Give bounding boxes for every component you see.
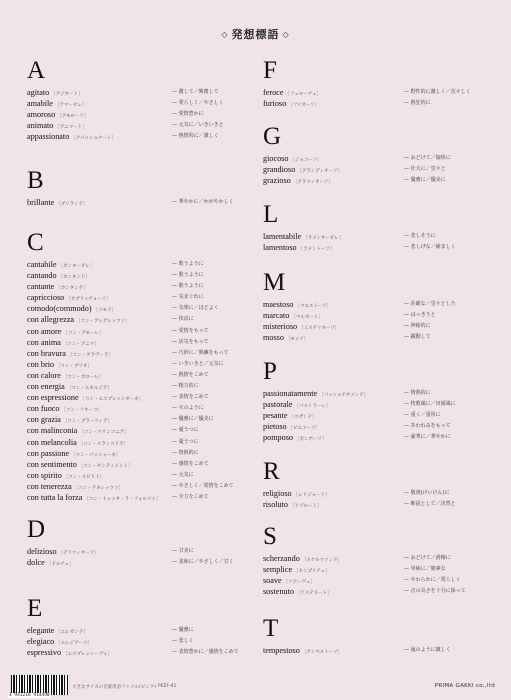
term-meaning: — 表情豊かに／感情をこめて <box>172 649 239 656</box>
term-word: brillante <box>27 198 55 207</box>
section-p <box>263 358 456 444</box>
section-m <box>263 269 456 344</box>
term-word: elegante <box>27 626 55 635</box>
term-row <box>27 648 239 659</box>
term-meaning: — 憂うつに <box>172 427 199 434</box>
term-meaning: — 牧歌風に／田園風に <box>404 401 456 408</box>
term-word: con melancolia <box>27 437 77 447</box>
term-word: elegiaco <box>27 637 55 647</box>
term-row <box>27 326 209 338</box>
term-meaning: — 断固として／決然と <box>404 501 456 508</box>
product-code: PEEF-41 <box>158 684 177 689</box>
term-meaning: — 優雅に <box>172 627 194 633</box>
page-title <box>0 26 511 42</box>
term-row <box>263 322 431 333</box>
diamond-icon: ◇ <box>221 30 229 39</box>
term-word: cantando <box>27 271 57 281</box>
term-reading: ［マルカート］ <box>291 315 323 321</box>
term-reading: ［カンタービレ］ <box>58 264 95 269</box>
term-row <box>27 315 194 326</box>
term-reading: ［ソステヌート］ <box>295 591 332 597</box>
product-name: 大きなサイズの音楽用語ファイル(ピンク) <box>72 685 156 690</box>
term-word: grandioso <box>263 165 296 175</box>
term-reading: ［ブリランテ］ <box>56 202 88 207</box>
term-row <box>27 470 194 482</box>
term-meaning: — 感情をこめて <box>172 460 209 467</box>
term-row <box>27 558 234 569</box>
term-reading: ［カンタンテ］ <box>56 286 88 292</box>
term-reading: ［コン・アニマ］ <box>62 341 99 347</box>
term-reading: ［グラツィオーソ］ <box>292 180 333 186</box>
term-word: risoluto <box>263 500 289 510</box>
term-row <box>263 587 466 598</box>
term-word: delizioso <box>27 547 57 556</box>
term-row <box>27 481 234 493</box>
term-word: soave <box>263 576 282 586</box>
term-word: appassionato <box>27 132 70 142</box>
section-d <box>27 516 234 569</box>
term-meaning: — 歌うように <box>172 272 204 279</box>
term-word: con grazia <box>27 415 61 425</box>
term-meaning: — 歌うように <box>172 283 204 290</box>
term-reading: ［コン・ブリオ］ <box>56 363 92 369</box>
term-word: con spirito <box>27 470 62 480</box>
section-letter: F <box>263 57 277 84</box>
term-reading: ［ピエトーソ］ <box>288 426 320 432</box>
term-word: con malinconia <box>27 426 78 436</box>
term-word: feroce <box>263 88 284 97</box>
term-row <box>27 99 224 110</box>
term-meaning: — 愛らしく／やさしく <box>172 100 224 107</box>
term-reading: ［アジタート］ <box>51 92 83 97</box>
term-meaning: — 憂うつに <box>172 438 199 445</box>
section-letter: T <box>263 615 279 642</box>
term-reading: ［カプリッチョーソ］ <box>66 297 111 303</box>
term-meaning: — 情熱的に <box>172 449 199 456</box>
term-reading: ［デリツィオーソ］ <box>58 551 99 556</box>
term-word: religioso <box>263 489 292 498</box>
term-row <box>263 165 446 176</box>
term-meaning: — 熱狂的に <box>404 100 431 107</box>
term-row <box>27 637 194 648</box>
term-word: maestoso <box>263 300 294 309</box>
term-reading: ［ラメントーソ］ <box>298 247 335 253</box>
section-letter: S <box>263 523 277 550</box>
term-row <box>27 132 219 143</box>
section-g <box>263 123 451 187</box>
term-reading: ［コン・ブラヴーラ］ <box>67 352 113 358</box>
term-word: con tutta la forza <box>27 492 83 502</box>
term-meaning: — 愛情をもって <box>172 327 209 334</box>
footer <box>0 674 511 700</box>
term-row <box>263 433 451 444</box>
term-meaning: — 野性的に激しく／荒々しく <box>404 89 471 95</box>
term-row <box>27 459 209 471</box>
term-row <box>263 300 456 311</box>
term-word: lamentabile <box>263 232 302 241</box>
term-row <box>263 489 450 500</box>
section-c <box>27 229 234 504</box>
term-meaning: — 豪華に／華やかに <box>404 434 451 441</box>
term-reading: ［ポンポーソ］ <box>295 437 327 443</box>
term-row <box>27 348 229 360</box>
term-row <box>27 337 209 349</box>
term-meaning: — おどけて／滑稽に <box>404 555 451 561</box>
term-word: misterioso <box>263 322 298 332</box>
term-meaning: — 熱情的に／激しく <box>172 133 219 140</box>
section-letter: B <box>27 167 44 194</box>
term-meaning: — 優雅に／優美に <box>404 177 446 184</box>
term-word: tempestoso <box>263 646 300 655</box>
term-reading: ［フリオーソ］ <box>288 103 320 109</box>
term-row <box>27 448 199 460</box>
term-row <box>27 359 224 371</box>
term-reading: ［ペザンテ］ <box>289 415 317 421</box>
term-row <box>27 415 214 426</box>
term-row <box>27 393 209 404</box>
term-reading: ［カンタンド］ <box>58 275 90 281</box>
term-row <box>263 554 451 565</box>
term-word: scherzando <box>263 554 300 563</box>
term-row <box>27 437 199 449</box>
section-letter: C <box>27 229 44 256</box>
term-row <box>263 389 431 400</box>
brand-name: PRIMA GAKKI co.,ltd <box>434 683 495 689</box>
term-row <box>263 565 446 576</box>
term-reading: ［リゾルート］ <box>290 504 322 510</box>
term-reading: ［コン・マリンコニア］ <box>79 430 129 436</box>
section-s <box>263 523 466 598</box>
term-word: con brio <box>27 359 55 369</box>
term-reading: ［コン・カローレ］ <box>62 374 104 380</box>
section-letter: E <box>27 595 43 622</box>
term-row <box>263 500 456 511</box>
term-reading: ［エスプレッシーヴォ］ <box>63 652 113 658</box>
term-reading: ［パストラーレ］ <box>294 404 331 410</box>
term-word: con espressione <box>27 393 79 403</box>
term-meaning: — 柔和に／やさしく／甘く <box>172 559 234 566</box>
section-letter: P <box>263 358 277 385</box>
term-row <box>27 198 234 209</box>
term-word: con tenerezza <box>27 481 72 491</box>
term-meaning: — 荘厳な／堂々とした <box>404 301 456 307</box>
section-b <box>27 167 234 209</box>
term-row <box>27 547 194 558</box>
term-reading: ［エレガンテ］ <box>56 630 88 635</box>
term-row <box>263 99 431 110</box>
term-meaning: — 元気に <box>172 471 194 478</box>
term-row <box>263 311 436 322</box>
term-meaning: — 熱情をこめて <box>172 371 209 378</box>
term-row <box>263 243 456 254</box>
term-row <box>27 426 199 437</box>
term-meaning: — 単純に／簡素な <box>404 566 446 573</box>
term-meaning: — 激して／興奮して <box>172 89 219 95</box>
term-row <box>263 333 431 344</box>
term-row <box>27 492 209 504</box>
term-reading: ［コン・センティメント］ <box>78 463 133 469</box>
term-reading: ［グランディオーソ］ <box>297 169 342 175</box>
term-meaning: — 悲しそうに <box>404 233 436 239</box>
term-meaning: — 気まぐれに <box>172 294 204 301</box>
term-reading: ［コン・フオーコ］ <box>61 408 102 414</box>
barcode-number: 4 941216 914490 <box>9 693 50 698</box>
term-word: pastorale <box>263 400 293 410</box>
term-meaning: — 愛情豊かに <box>172 111 204 118</box>
term-meaning: — 壮大に／堂々と <box>404 166 446 173</box>
term-word: mosso <box>263 333 284 343</box>
term-word: comodo(commodo) <box>27 304 92 314</box>
term-meaning: — 巧妙に／熟練をもって <box>172 349 229 356</box>
term-meaning: — 歌うように <box>172 261 204 267</box>
term-meaning: — おどけて／愉快に <box>404 155 451 161</box>
term-word: capriccioso <box>27 293 65 303</box>
term-reading: ［スケルツァンド］ <box>301 558 343 563</box>
term-word: con passione <box>27 448 70 458</box>
section-a <box>27 57 224 143</box>
term-meaning: — 表情をこめて <box>172 394 209 401</box>
term-reading: ［コン・グラーツィア］ <box>62 419 112 425</box>
term-row <box>263 176 446 187</box>
term-reading: ［コン・アレグレッツァ］ <box>76 319 130 325</box>
term-reading: ［ジョコーソ］ <box>290 158 322 163</box>
term-meaning: — 甘美に <box>172 548 194 554</box>
term-reading: ［アマービレ］ <box>54 103 87 109</box>
term-reading: ［コン・スピリト］ <box>63 474 105 480</box>
term-meaning: — 敬虔(けいけん)に <box>404 490 450 496</box>
term-row <box>27 121 224 132</box>
term-word: giocoso <box>263 154 289 163</box>
term-word: amabile <box>27 99 53 109</box>
term-reading: ［アモローソ］ <box>57 114 89 120</box>
term-meaning: — 活気をもって <box>172 338 209 345</box>
term-word: con amore <box>27 326 62 336</box>
term-word: furioso <box>263 99 287 109</box>
term-row <box>263 154 451 165</box>
section-letter: L <box>263 201 279 228</box>
section-f <box>263 57 471 110</box>
term-meaning: — 悲しげな／痛ましく <box>404 244 456 251</box>
term-word: amoroso <box>27 110 56 120</box>
term-reading: ［コン・テネレッツァ］ <box>73 485 124 491</box>
term-word: con allegrezza <box>27 315 75 325</box>
term-meaning: — 悲しく <box>172 638 194 645</box>
title-text: 発想標語 <box>231 28 280 41</box>
section-e <box>27 595 239 659</box>
term-row <box>27 110 204 121</box>
term-meaning: — 精力的に <box>172 383 199 390</box>
term-word: con calore <box>27 370 61 380</box>
term-reading: ［マエストーソ］ <box>295 304 332 309</box>
term-meaning: — 重く／重厚に <box>404 412 441 419</box>
term-reading: ［アパッショナート］ <box>71 136 116 142</box>
term-row <box>27 382 199 393</box>
term-reading: ［コモド］ <box>93 308 117 314</box>
term-meaning: — 優雅に／優美に <box>172 416 214 423</box>
term-word: espressivo <box>27 648 62 658</box>
section-letter: G <box>263 123 282 150</box>
term-row <box>27 626 194 637</box>
section-l <box>263 201 456 254</box>
term-row <box>27 260 204 271</box>
term-meaning: — 情熱的に <box>404 390 431 396</box>
term-row <box>27 370 209 382</box>
term-row <box>263 646 451 657</box>
term-word: semplice <box>263 565 293 575</box>
term-word: pietoso <box>263 422 287 432</box>
term-row <box>27 282 204 293</box>
term-reading: ［ラメンタービレ］ <box>303 236 344 241</box>
term-word: lamentoso <box>263 243 297 253</box>
term-reading: ［コン・メランコリア］ <box>78 441 129 447</box>
term-word: agitato <box>27 88 50 97</box>
term-reading: ［レリジョーソ］ <box>293 493 330 498</box>
term-reading: ［コン・トゥッタ・ラ・フォルツァ］ <box>84 496 161 502</box>
term-reading: ［コン・エスプレッシオーネ］ <box>80 397 144 403</box>
term-reading: ［ソアーヴェ］ <box>283 580 315 586</box>
term-meaning: — やさしく／愛情をこめて <box>172 482 234 489</box>
term-word: con anima <box>27 337 61 347</box>
term-word: sostenuto <box>263 587 294 597</box>
term-word: cantante <box>27 282 55 292</box>
term-reading: ［フェローチェ］ <box>285 92 322 97</box>
term-meaning: — 躍動して <box>404 334 431 341</box>
term-reading: ［モッソ］ <box>285 337 309 343</box>
term-word: con fuoco <box>27 404 60 414</box>
term-meaning: — 気楽に／ほどよく <box>172 305 219 312</box>
term-reading: ［コン・アモーレ］ <box>63 330 104 336</box>
term-meaning: — やわらかに／愛らしく <box>404 577 461 584</box>
term-row <box>263 400 456 411</box>
diamond-icon: ◇ <box>282 30 290 39</box>
term-row <box>27 88 219 99</box>
section-letter: M <box>263 269 286 296</box>
term-word: con energia <box>27 382 65 392</box>
term-row <box>263 576 461 587</box>
term-meaning: — 華やかに／かがやかしく <box>172 199 234 205</box>
term-row <box>263 411 441 422</box>
term-meaning: — いきいきと／元気に <box>172 360 224 367</box>
term-row <box>263 422 451 433</box>
term-reading: ［コン・エネルジア］ <box>66 386 112 392</box>
term-meaning: — あわれみをもって <box>404 423 451 430</box>
term-meaning: — 嵐のように激しく <box>404 647 451 653</box>
term-reading: ［エレジアーコ］ <box>56 641 93 647</box>
section-letter: D <box>27 516 46 543</box>
term-row <box>27 404 204 415</box>
section-t <box>263 615 451 657</box>
term-row <box>263 232 436 243</box>
term-word: passionatamente <box>263 389 318 398</box>
term-reading: ［アニマート］ <box>55 125 87 131</box>
term-meaning: — 神秘的に <box>404 323 431 330</box>
term-meaning: — 元気に／いきいきと <box>172 122 224 129</box>
term-word: grazioso <box>263 176 291 186</box>
term-reading: ［ミステリオーソ］ <box>299 326 340 332</box>
term-word: con sentimento <box>27 459 77 469</box>
term-row <box>27 293 204 304</box>
term-reading: ［ドルチェ］ <box>46 562 74 568</box>
term-row <box>27 271 204 282</box>
term-word: pomposo <box>263 433 294 443</box>
term-word: dolce <box>27 558 45 568</box>
term-meaning: — 音の長さを十分に保って <box>404 588 466 595</box>
term-meaning: — はっきりと <box>404 312 436 319</box>
term-meaning: — 火のように <box>172 405 204 412</box>
term-reading: ［コン・パッシォーネ］ <box>71 452 121 458</box>
section-r <box>263 458 456 511</box>
term-word: animato <box>27 121 54 131</box>
term-word: con bravura <box>27 348 66 358</box>
term-row <box>263 88 471 99</box>
section-letter: R <box>263 458 280 485</box>
term-reading: ［センプリチェ］ <box>294 569 330 575</box>
term-word: cantabile <box>27 260 57 269</box>
section-letter: A <box>27 57 46 84</box>
term-meaning: — 全力をこめて <box>172 493 209 500</box>
term-meaning: — 快活に <box>172 316 194 323</box>
term-reading: ［テンペストーソ］ <box>301 650 342 655</box>
term-word: marcato <box>263 311 290 321</box>
term-row <box>27 304 219 315</box>
term-word: pesante <box>263 411 288 421</box>
term-reading: ［パッショナタメンテ］ <box>319 393 369 398</box>
